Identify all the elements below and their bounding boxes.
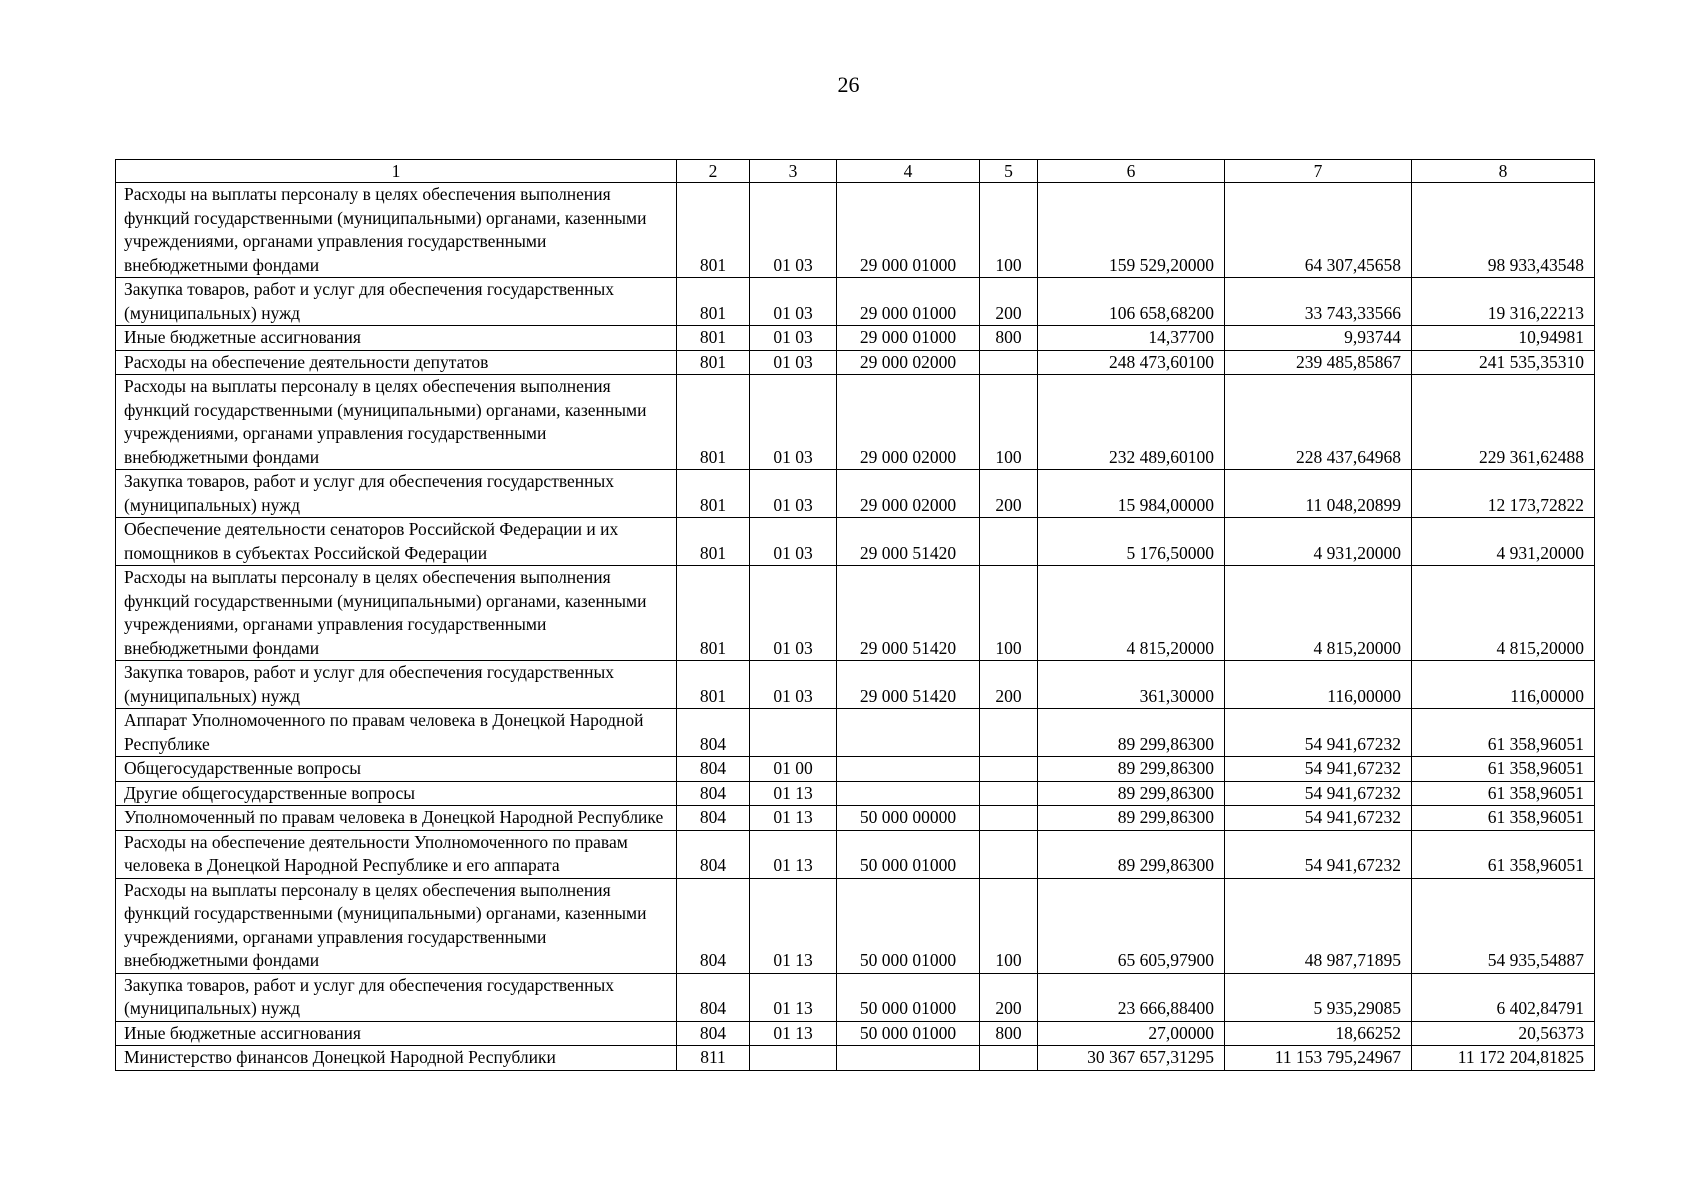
ministry-code-cell: 804	[677, 1021, 750, 1046]
amount-cell: 89 299,86300	[1038, 830, 1225, 878]
column-header: 3	[750, 160, 837, 183]
amount-cell: 159 529,20000	[1038, 183, 1225, 278]
page-number: 26	[837, 72, 860, 97]
section-code-cell: 01 03	[750, 375, 837, 470]
column-header: 1	[116, 160, 677, 183]
ministry-code-cell: 804	[677, 973, 750, 1021]
amount-cell: 61 358,96051	[1412, 709, 1595, 757]
table-row	[116, 1021, 1595, 1046]
amount-cell: 54 935,54887	[1412, 878, 1595, 973]
ministry-code-cell: 801	[677, 183, 750, 278]
amount-cell: 64 307,45658	[1225, 183, 1412, 278]
amount-cell: 11 172 204,81825	[1412, 1046, 1595, 1071]
target-code-cell: 29 000 02000	[837, 350, 980, 375]
expense-type-cell: 100	[980, 375, 1038, 470]
section-code-cell: 01 13	[750, 973, 837, 1021]
column-header: 7	[1225, 160, 1412, 183]
table-row	[116, 1046, 1595, 1071]
expense-type-cell	[980, 350, 1038, 375]
amount-cell: 116,00000	[1412, 661, 1595, 709]
amount-cell: 6 402,84791	[1412, 973, 1595, 1021]
amount-cell: 232 489,60100	[1038, 375, 1225, 470]
amount-cell: 361,30000	[1038, 661, 1225, 709]
amount-cell: 14,37700	[1038, 326, 1225, 351]
amount-cell: 65 605,97900	[1038, 878, 1225, 973]
table-row	[116, 709, 1595, 757]
target-code-cell: 50 000 01000	[837, 830, 980, 878]
row-name-cell: Иные бюджетные ассигнования	[116, 326, 677, 351]
expense-type-cell	[980, 709, 1038, 757]
target-code-cell	[837, 709, 980, 757]
table-row	[116, 878, 1595, 973]
amount-cell: 229 361,62488	[1412, 375, 1595, 470]
target-code-cell: 50 000 01000	[837, 1021, 980, 1046]
row-name-cell: Закупка товаров, работ и услуг для обеспечения государственных (муниципальных) нужд	[116, 278, 677, 326]
expense-type-cell: 100	[980, 566, 1038, 661]
target-code-cell	[837, 781, 980, 806]
target-code-cell: 29 000 51420	[837, 566, 980, 661]
amount-cell: 15 984,00000	[1038, 470, 1225, 518]
expense-type-cell	[980, 518, 1038, 566]
row-name-cell: Расходы на выплаты персоналу в целях обеспечения выполнения функций государственными (муниципальными) органами, казенными учреждениями, органами управления государственными внебюджетными фондами	[116, 566, 677, 661]
amount-cell: 228 437,64968	[1225, 375, 1412, 470]
target-code-cell: 29 000 01000	[837, 278, 980, 326]
table-row	[116, 806, 1595, 831]
amount-cell: 89 299,86300	[1038, 806, 1225, 831]
row-name-cell: Расходы на выплаты персоналу в целях обеспечения выполнения функций государственными (муниципальными) органами, казенными учреждениями, органами управления государственными внебюджетными фондами	[116, 878, 677, 973]
expense-type-cell	[980, 806, 1038, 831]
amount-cell: 54 941,67232	[1225, 806, 1412, 831]
expense-type-cell: 200	[980, 278, 1038, 326]
section-code-cell: 01 13	[750, 806, 837, 831]
section-code-cell: 01 03	[750, 326, 837, 351]
row-name-cell: Иные бюджетные ассигнования	[116, 1021, 677, 1046]
ministry-code-cell: 804	[677, 757, 750, 782]
target-code-cell	[837, 1046, 980, 1071]
expense-type-cell: 200	[980, 973, 1038, 1021]
table-row	[116, 973, 1595, 1021]
amount-cell: 61 358,96051	[1412, 806, 1595, 831]
row-name-cell: Аппарат Уполномоченного по правам человека в Донецкой Народной Республике	[116, 709, 677, 757]
target-code-cell: 29 000 01000	[837, 183, 980, 278]
table-row	[116, 375, 1595, 470]
expense-type-cell	[980, 757, 1038, 782]
expense-type-cell: 100	[980, 878, 1038, 973]
ministry-code-cell: 811	[677, 1046, 750, 1071]
ministry-code-cell: 801	[677, 518, 750, 566]
target-code-cell	[837, 757, 980, 782]
table-row	[116, 350, 1595, 375]
section-code-cell: 01 03	[750, 183, 837, 278]
row-name-cell: Общегосударственные вопросы	[116, 757, 677, 782]
expense-type-cell: 100	[980, 183, 1038, 278]
row-name-cell: Закупка товаров, работ и услуг для обеспечения государственных (муниципальных) нужд	[116, 470, 677, 518]
expense-type-cell: 800	[980, 1021, 1038, 1046]
table-row	[116, 470, 1595, 518]
section-code-cell: 01 03	[750, 566, 837, 661]
ministry-code-cell: 804	[677, 878, 750, 973]
amount-cell: 33 743,33566	[1225, 278, 1412, 326]
row-name-cell: Расходы на обеспечение деятельности депутатов	[116, 350, 677, 375]
expense-type-cell	[980, 1046, 1038, 1071]
amount-cell: 18,66252	[1225, 1021, 1412, 1046]
column-header: 8	[1412, 160, 1595, 183]
section-code-cell: 01 03	[750, 470, 837, 518]
target-code-cell: 29 000 02000	[837, 470, 980, 518]
expense-type-cell: 200	[980, 470, 1038, 518]
section-code-cell: 01 03	[750, 661, 837, 709]
amount-cell: 4 815,20000	[1412, 566, 1595, 661]
row-name-cell: Расходы на выплаты персоналу в целях обеспечения выполнения функций государственными (муниципальными) органами, казенными учреждениями, органами управления государственными внебюджетными фондами	[116, 375, 677, 470]
row-name-cell: Расходы на выплаты персоналу в целях обеспечения выполнения функций государственными (муниципальными) органами, казенными учреждениями, органами управления государственными внебюджетными фондами	[116, 183, 677, 278]
table-row	[116, 326, 1595, 351]
ministry-code-cell: 801	[677, 350, 750, 375]
row-name-cell: Уполномоченный по правам человека в Донецкой Народной Республике	[116, 806, 677, 831]
column-header: 4	[837, 160, 980, 183]
row-name-cell: Закупка товаров, работ и услуг для обеспечения государственных (муниципальных) нужд	[116, 661, 677, 709]
table-row	[116, 757, 1595, 782]
target-code-cell: 29 000 01000	[837, 326, 980, 351]
ministry-code-cell: 801	[677, 566, 750, 661]
column-header: 5	[980, 160, 1038, 183]
table-row	[116, 781, 1595, 806]
ministry-code-cell: 804	[677, 806, 750, 831]
section-code-cell: 01 00	[750, 757, 837, 782]
section-code-cell: 01 03	[750, 350, 837, 375]
row-name-cell: Министерство финансов Донецкой Народной Республики	[116, 1046, 677, 1071]
amount-cell: 89 299,86300	[1038, 709, 1225, 757]
section-code-cell: 01 13	[750, 830, 837, 878]
amount-cell: 248 473,60100	[1038, 350, 1225, 375]
amount-cell: 48 987,71895	[1225, 878, 1412, 973]
amount-cell: 4 931,20000	[1225, 518, 1412, 566]
expense-type-cell	[980, 781, 1038, 806]
table-row	[116, 183, 1595, 278]
amount-cell: 12 173,72822	[1412, 470, 1595, 518]
expense-type-cell	[980, 830, 1038, 878]
amount-cell: 106 658,68200	[1038, 278, 1225, 326]
amount-cell: 98 933,43548	[1412, 183, 1595, 278]
amount-cell: 54 941,67232	[1225, 781, 1412, 806]
section-code-cell	[750, 1046, 837, 1071]
amount-cell: 89 299,86300	[1038, 781, 1225, 806]
amount-cell: 239 485,85867	[1225, 350, 1412, 375]
table-row	[116, 278, 1595, 326]
target-code-cell: 50 000 01000	[837, 878, 980, 973]
amount-cell: 20,56373	[1412, 1021, 1595, 1046]
amount-cell: 9,93744	[1225, 326, 1412, 351]
table-row	[116, 518, 1595, 566]
amount-cell: 30 367 657,31295	[1038, 1046, 1225, 1071]
table-header-row	[116, 160, 1595, 183]
amount-cell: 10,94981	[1412, 326, 1595, 351]
amount-cell: 11 153 795,24967	[1225, 1046, 1412, 1071]
target-code-cell: 50 000 00000	[837, 806, 980, 831]
amount-cell: 54 941,67232	[1225, 757, 1412, 782]
amount-cell: 89 299,86300	[1038, 757, 1225, 782]
section-code-cell	[750, 709, 837, 757]
ministry-code-cell: 801	[677, 661, 750, 709]
ministry-code-cell: 801	[677, 470, 750, 518]
amount-cell: 27,00000	[1038, 1021, 1225, 1046]
column-header: 2	[677, 160, 750, 183]
amount-cell: 116,00000	[1225, 661, 1412, 709]
amount-cell: 61 358,96051	[1412, 757, 1595, 782]
ministry-code-cell: 804	[677, 709, 750, 757]
ministry-code-cell: 804	[677, 781, 750, 806]
expense-type-cell: 200	[980, 661, 1038, 709]
target-code-cell: 29 000 51420	[837, 661, 980, 709]
target-code-cell: 29 000 02000	[837, 375, 980, 470]
section-code-cell: 01 13	[750, 1021, 837, 1046]
amount-cell: 23 666,88400	[1038, 973, 1225, 1021]
row-name-cell: Расходы на обеспечение деятельности Уполномоченного по правам человека в Донецкой Народной Республике и его аппарата	[116, 830, 677, 878]
section-code-cell: 01 13	[750, 781, 837, 806]
amount-cell: 4 815,20000	[1225, 566, 1412, 661]
amount-cell: 19 316,22213	[1412, 278, 1595, 326]
budget-table	[115, 159, 1595, 1071]
ministry-code-cell: 801	[677, 278, 750, 326]
table-row	[116, 661, 1595, 709]
amount-cell: 54 941,67232	[1225, 830, 1412, 878]
ministry-code-cell: 804	[677, 830, 750, 878]
section-code-cell: 01 03	[750, 278, 837, 326]
amount-cell: 11 048,20899	[1225, 470, 1412, 518]
section-code-cell: 01 13	[750, 878, 837, 973]
amount-cell: 5 935,29085	[1225, 973, 1412, 1021]
amount-cell: 4 931,20000	[1412, 518, 1595, 566]
ministry-code-cell: 801	[677, 326, 750, 351]
column-header: 6	[1038, 160, 1225, 183]
row-name-cell: Закупка товаров, работ и услуг для обеспечения государственных (муниципальных) нужд	[116, 973, 677, 1021]
amount-cell: 61 358,96051	[1412, 781, 1595, 806]
amount-cell: 4 815,20000	[1038, 566, 1225, 661]
amount-cell: 54 941,67232	[1225, 709, 1412, 757]
ministry-code-cell: 801	[677, 375, 750, 470]
target-code-cell: 50 000 01000	[837, 973, 980, 1021]
row-name-cell: Другие общегосударственные вопросы	[116, 781, 677, 806]
amount-cell: 61 358,96051	[1412, 830, 1595, 878]
table-row	[116, 830, 1595, 878]
expense-type-cell: 800	[980, 326, 1038, 351]
target-code-cell: 29 000 51420	[837, 518, 980, 566]
table-row	[116, 566, 1595, 661]
row-name-cell: Обеспечение деятельности сенаторов Российской Федерации и их помощников в субъектах Российской Федерации	[116, 518, 677, 566]
amount-cell: 5 176,50000	[1038, 518, 1225, 566]
amount-cell: 241 535,35310	[1412, 350, 1595, 375]
section-code-cell: 01 03	[750, 518, 837, 566]
